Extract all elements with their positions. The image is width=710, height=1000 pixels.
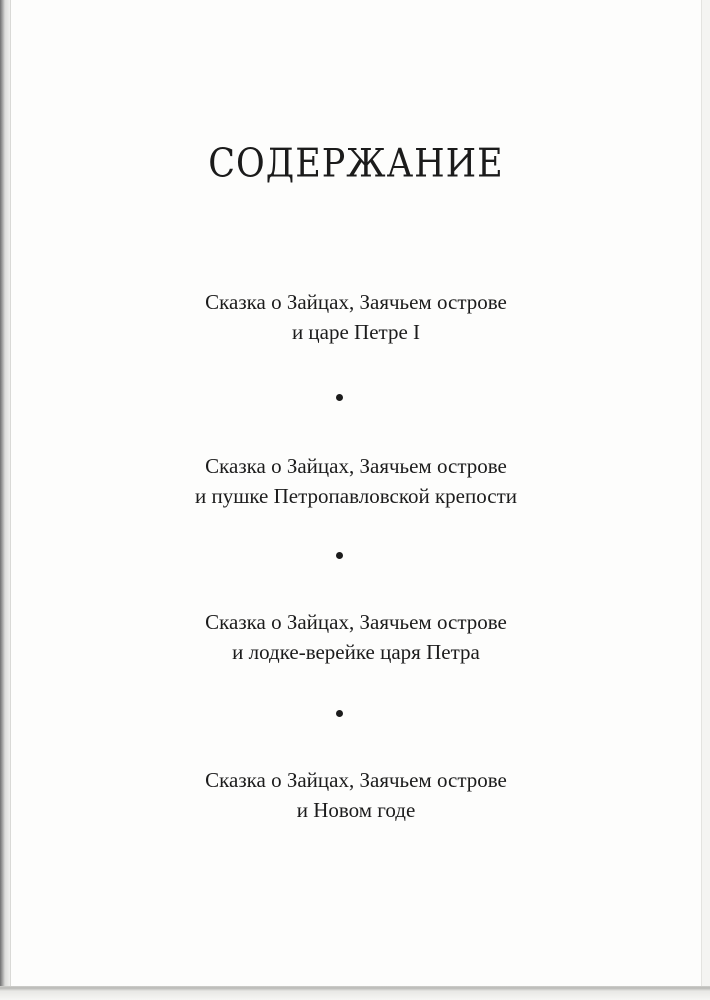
toc-entry-3-line-1: Сказка о Зайцах, Заячьем острове [205,610,507,634]
separator-bullet-icon [336,710,343,717]
page-sheet [10,0,702,986]
toc-entry-1-line-1: Сказка о Зайцах, Заячьем острове [205,290,507,314]
page-bottom-edge [0,986,710,1000]
toc-entry-1-line-2: и царе Петре I [291,320,421,344]
toc-entry-3-line-2: и лодке-верейке царя Петра [232,640,480,664]
toc-entry-4-line-1: Сказка о Зайцах, Заячьем острове [205,768,507,792]
toc-entry-4 [11,765,701,825]
toc-entry-2-line-2: и пушке Петропавловской крепости [194,484,517,508]
separator-bullet-icon [336,552,343,559]
toc-entry-2-line-1: Сказка о Зайцах, Заячьем острове [205,454,507,478]
book-binding-edge [0,0,10,1000]
page-title: СОДЕРЖАНИЕ [208,142,504,187]
toc-entry-1 [11,287,701,347]
toc-entry-3 [11,607,701,667]
toc-entry-2 [11,451,701,511]
separator-bullet-icon [336,394,343,401]
toc-entry-4-line-2: и Новом годе [296,798,416,822]
